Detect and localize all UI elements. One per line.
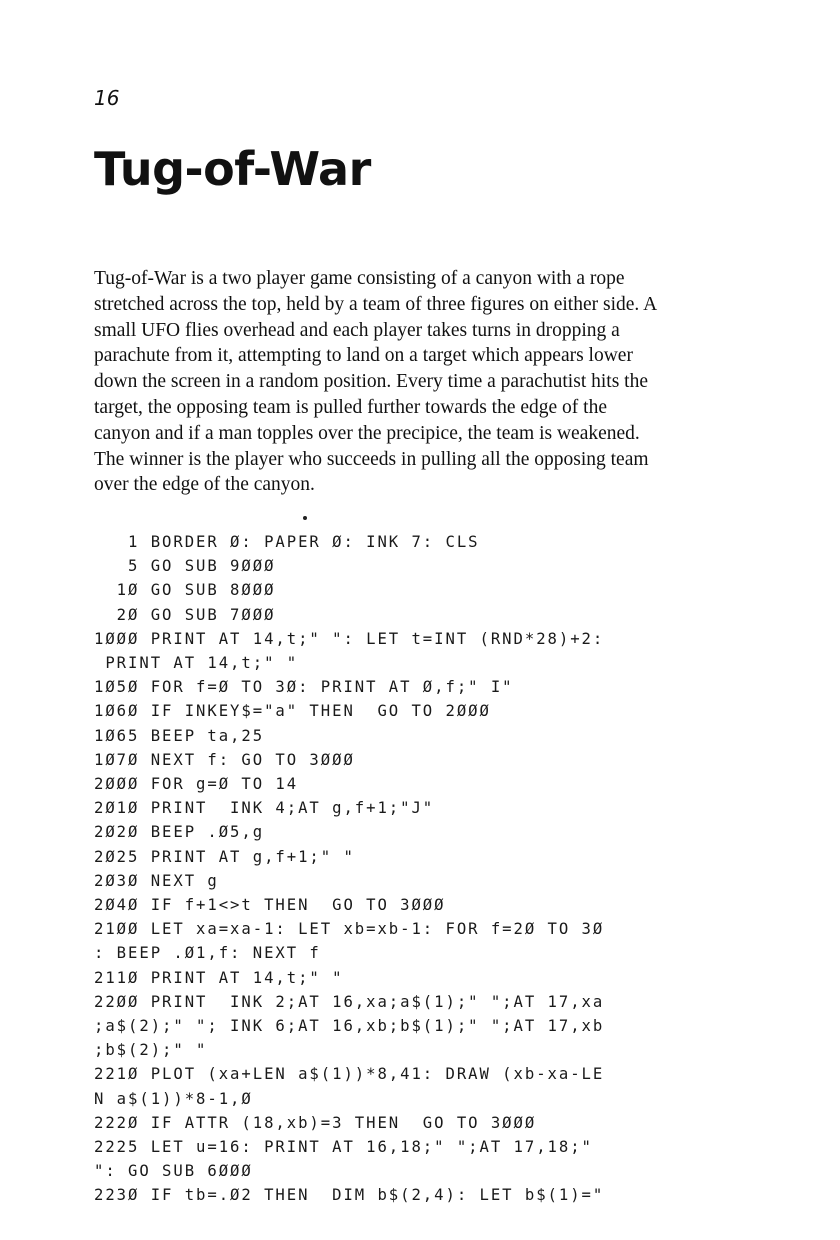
code-line: 22ØØ PRINT INK 2;AT 16,xa;a$(1);" ";AT 17,xa	[94, 992, 605, 1011]
code-line: 1ØØØ PRINT AT 14,t;" ": LET t=INT (RND*28)+2:	[94, 629, 605, 648]
intro-line: parachute from it, attempting to land on a target which appears lower	[94, 345, 633, 367]
code-line: PRINT AT 14,t;" "	[94, 654, 299, 673]
code-line: ;b$(2);" "	[94, 1041, 208, 1060]
intro-line: small UFO flies overhead and each player takes turns in dropping a	[94, 319, 620, 341]
code-line: 2Ø1Ø PRINT INK 4;AT g,f+1;"J"	[94, 799, 435, 818]
code-line: ;a$(2);" "; INK 6;AT 16,xb;b$(1);" ";AT 17,xb	[94, 1017, 605, 1036]
code-line: : BEEP .Ø1,f: NEXT f	[94, 944, 321, 963]
intro-line: stretched across the top, held by a team of three figures on either side. A	[94, 293, 658, 315]
code-line: 5 GO SUB 9ØØØ	[94, 557, 276, 576]
intro-line: down the screen in a random position. Every time a parachutist hits the	[94, 371, 648, 393]
print-speck	[303, 516, 307, 520]
intro-line: The winner is the player who succeeds in pulling all the opposing team	[94, 448, 649, 470]
code-line: ": GO SUB 6ØØØ	[94, 1162, 253, 1181]
code-line: 2Ø4Ø IF f+1<>t THEN GO TO 3ØØØ	[94, 896, 446, 915]
intro-line: canyon and if a man topples over the precipice, the team is weakened.	[94, 422, 640, 444]
code-line: 2225 LET u=16: PRINT AT 16,18;" ";AT 17,18;"	[94, 1138, 593, 1157]
intro-line: Tug-of-War is a two player game consisting of a canyon with a rope	[94, 268, 625, 289]
code-line: 1Ø7Ø NEXT f: GO TO 3ØØØ	[94, 750, 355, 769]
code-line: 1Ø6Ø IF INKEY$="a" THEN GO TO 2ØØØ	[94, 702, 491, 721]
code-line: 1 BORDER Ø: PAPER Ø: INK 7: CLS	[94, 533, 480, 551]
code-line: 21ØØ LET xa=xa-1: LET xb=xb-1: FOR f=2Ø TO 3Ø	[94, 920, 605, 939]
code-line: 2Ø3Ø NEXT g	[94, 871, 219, 890]
code-line: 1Ø5Ø FOR f=Ø TO 3Ø: PRINT AT Ø,f;" I"	[94, 678, 514, 697]
code-line: 2Ø25 PRINT AT g,f+1;" "	[94, 847, 355, 866]
code-line: 1Ø GO SUB 8ØØØ	[94, 581, 276, 600]
code-line: 221Ø PLOT (xa+LEN a$(1))*8,41: DRAW (xb-xa-LE	[94, 1065, 605, 1084]
basic-program-listing	[94, 530, 714, 1208]
page-number: 16	[94, 86, 120, 110]
code-line: 223Ø IF tb=.Ø2 THEN DIM b$(2,4): LET b$(1)="	[94, 1186, 605, 1205]
code-line: 2Ø2Ø BEEP .Ø5,g	[94, 823, 265, 842]
code-line: 211Ø PRINT AT 14,t;" "	[94, 968, 344, 987]
code-line: 1Ø65 BEEP ta,25	[94, 726, 265, 745]
page-title: Tug-of-War	[94, 142, 371, 196]
code-line: 2Ø GO SUB 7ØØØ	[94, 605, 276, 624]
code-line: 2ØØØ FOR g=Ø TO 14	[94, 775, 299, 794]
intro-line: target, the opposing team is pulled further towards the edge of the	[94, 396, 607, 418]
code-line: 222Ø IF ATTR (18,xb)=3 THEN GO TO 3ØØØ	[94, 1113, 537, 1132]
code-line: N a$(1))*8-1,Ø	[94, 1089, 253, 1108]
intro-paragraph	[94, 266, 694, 498]
intro-line: over the edge of the canyon.	[94, 474, 315, 496]
